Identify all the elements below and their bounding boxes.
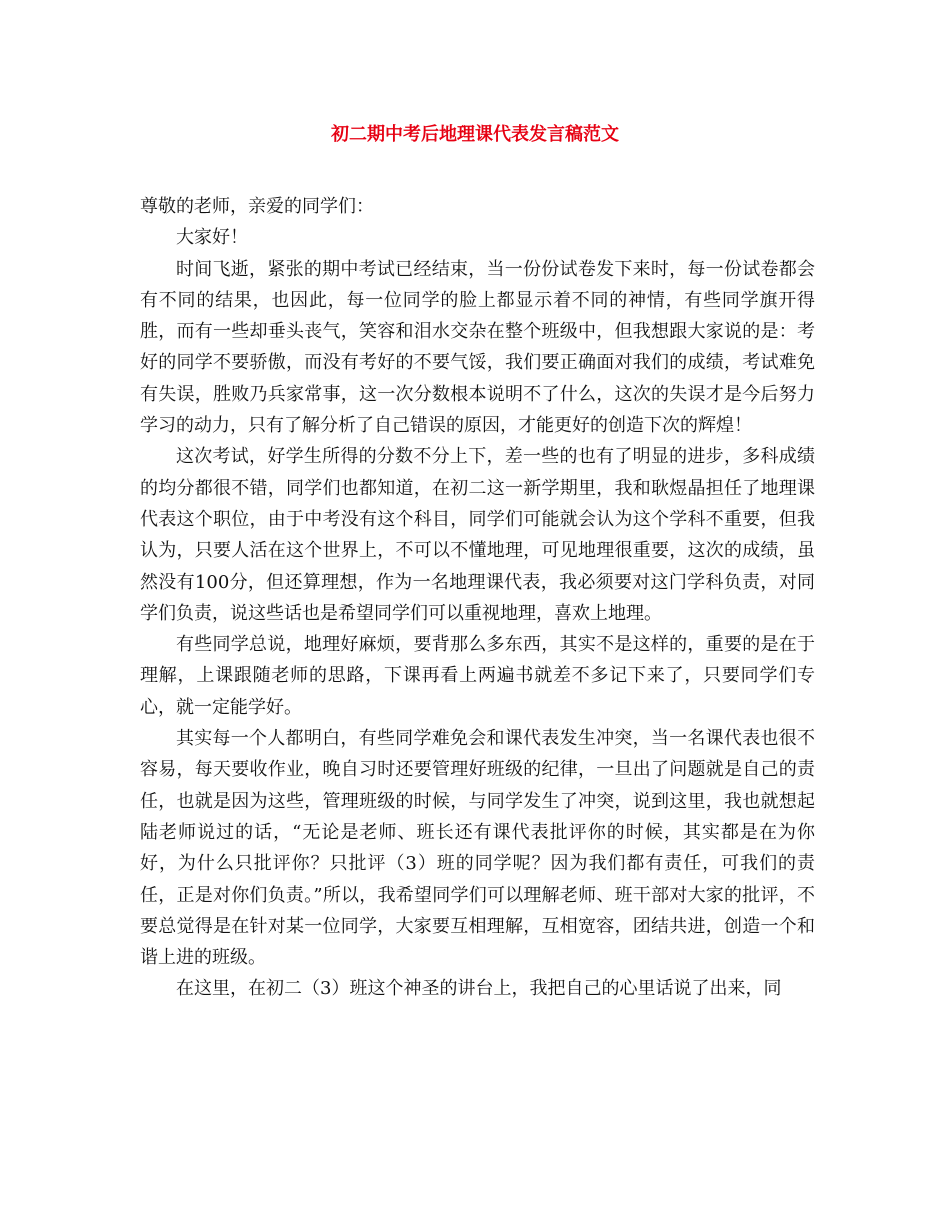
paragraph-study-advice: 有些同学总说，地理好麻烦，要背那么多东西，其实不是这样的，重要的是在于理解，上课跟随老师的思路，下课再看上两遍书就差不多记下来了，只要同学们专心，就一定能学好。	[140, 634, 815, 718]
paragraph-exam-results: 时间飞逝，紧张的期中考试已经结束，当一份份试卷发下来时，每一份试卷都会有不同的结果，也因此，每一位同学的脸上都显示着不同的神情，有些同学旗开得胜，而有一些却垂头丧气，笑容和泪水交杂在整个班级中，但我想跟大家说的是：考好的同学不要骄傲，而没有考好的不要气馁，我们要正确面对我们的成绩，考试难免有失误，胜败乃兵家常事，这一次分数根本说明不了什么，这次的失误才是今后努力学习的动力，只有了解分析了自己错误的原因，才能更好的创造下次的辉煌！	[140, 258, 815, 437]
salutation: 尊敬的老师，亲爱的同学们：	[140, 196, 374, 217]
page-title: 初二期中考后地理课代表发言稿范文	[331, 124, 619, 145]
document-body	[140, 191, 815, 1005]
paragraph-class-representative: 其实每一个人都明白，有些同学难免会和课代表发生冲突，当一名课代表也很不容易，每天要收作业，晚自习时还要管理好班级的纪律，一旦出了问题就是自己的责任，也就是因为这些，管理班级的时候，与同学发生了冲突，说到这里，我也就想起陆老师说过的话，“无论是老师、班长还有课代表批评你的时候，其实都是在为你好，为什么只批评你？只批评（3）班的同学呢？因为我们都有责任，可我们的责任，正是对你们负责。”所以，我希望同学们可以理解老师、班干部对大家的批评，不要总觉得是在针对某一位同学，大家要互相理解，互相宽容，团结共进，创造一个和谐上进的班级。	[140, 728, 815, 969]
paragraph-greeting: 大家好！	[176, 227, 248, 249]
paragraph-closing: 在这里，在初二（3）班这个神圣的讲台上，我把自己的心里话说了出来，同	[176, 978, 782, 1000]
paragraph-geography-importance: 这次考试，好学生所得的分数不分上下，差一些的也有了明显的进步，多科成绩的均分都很不错，同学们也都知道，在初二这一新学期里，我和耿煜晶担任了地理课代表这个职位，由于中考没有这个科目，同学们可能就会认为这个学科不重要，但我认为，只要人活在这个世界上，不可以不懂地理，可见地理很重要，这次的成绩，虽然没有100分，但还算理想，作为一名地理课代表，我必须要对这门学科负责，对同学们负责，说这些话也是希望同学们可以重视地理，喜欢上地理。	[140, 446, 815, 624]
